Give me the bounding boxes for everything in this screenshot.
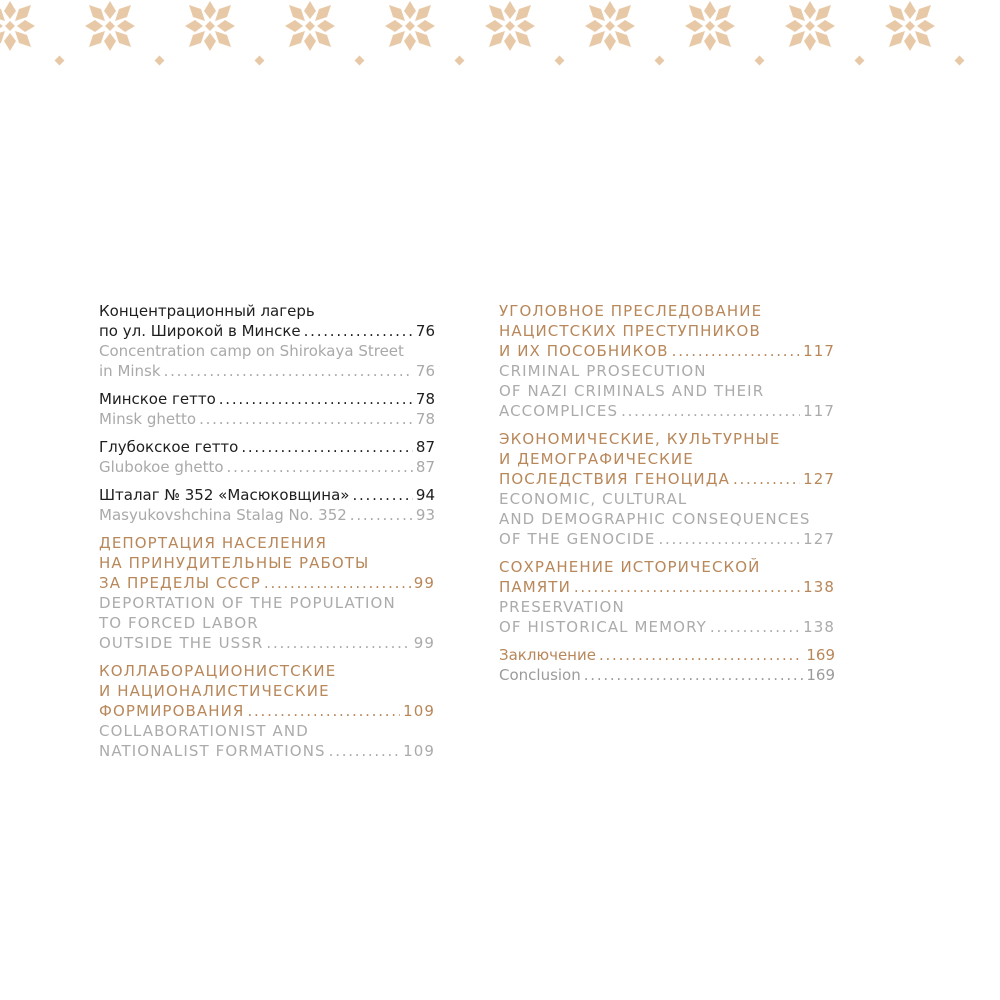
leader-dots xyxy=(329,741,400,761)
leader-dots xyxy=(241,437,413,457)
toc-title-en: in Minsk xyxy=(99,362,161,380)
toc-title-en: Conclusion xyxy=(499,666,581,684)
toc-column-left xyxy=(99,301,435,761)
toc-page-number: 76 xyxy=(415,362,435,380)
leader-dots xyxy=(264,573,411,593)
toc-page-number: 109 xyxy=(403,742,435,760)
section-title-ru: НАЦИСТСКИХ ПРЕСТУПНИКОВ xyxy=(499,322,761,340)
section-title-ru: СОХРАНЕНИЕ ИСТОРИЧЕСКОЙ xyxy=(499,558,761,576)
toc-page-number: 94 xyxy=(415,486,435,504)
toc-page-number: 87 xyxy=(415,458,435,476)
leader-dots xyxy=(227,457,413,477)
section-title-ru: ЗА ПРЕДЕЛЫ СССР xyxy=(99,574,261,592)
toc-page-number: 78 xyxy=(415,410,435,428)
toc-page-number: 78 xyxy=(415,390,435,408)
toc-title-en: Concentration camp on Shirokaya Street xyxy=(99,342,404,360)
toc-page-number: 127 xyxy=(803,530,835,548)
leader-dots xyxy=(247,701,400,721)
section-title-en: OF HISTORICAL MEMORY xyxy=(499,618,707,636)
toc-column-right xyxy=(499,301,835,685)
toc-page-number: 138 xyxy=(803,578,835,596)
toc-page-number: 76 xyxy=(415,322,435,340)
leader-dots xyxy=(352,485,412,505)
leader-dots xyxy=(658,529,800,549)
toc-title-ru: Концентрационный лагерь xyxy=(99,302,315,320)
section-title-en: ACCOMPLICES xyxy=(499,402,619,420)
section-title-en: COLLABORATIONIST AND xyxy=(99,722,309,740)
leader-dots xyxy=(672,341,800,361)
section-title-ru: И ДЕМОГРАФИЧЕСКИЕ xyxy=(499,450,694,468)
toc-section[interactable] xyxy=(99,533,435,653)
toc-entry[interactable] xyxy=(99,485,435,525)
section-title-ru: НА ПРИНУДИТЕЛЬНЫЕ РАБОТЫ xyxy=(99,554,370,572)
section-title-ru: ЭКОНОМИЧЕСКИЕ, КУЛЬТУРНЫЕ xyxy=(499,430,781,448)
leader-dots xyxy=(710,617,800,637)
leader-dots xyxy=(266,633,410,653)
section-title-en: PRESERVATION xyxy=(499,598,625,616)
toc-page-number: 99 xyxy=(413,634,435,652)
toc-entry[interactable] xyxy=(99,437,435,477)
section-title-ru: КОЛЛАБОРАЦИОНИСТСКИЕ xyxy=(99,662,337,680)
leader-dots xyxy=(621,401,800,421)
section-title-en: CRIMINAL PROSECUTION xyxy=(499,362,707,380)
leader-dots xyxy=(574,577,800,597)
leader-dots xyxy=(304,321,413,341)
section-title-en: OF NAZI CRIMINALS AND THEIR xyxy=(499,382,765,400)
leader-dots xyxy=(219,389,413,409)
section-title-en: DEPORTATION OF THE POPULATION xyxy=(99,594,396,612)
leader-dots xyxy=(733,469,800,489)
toc-title-en: Masyukovshchina Stalag No. 352 xyxy=(99,506,347,524)
toc-section[interactable] xyxy=(99,661,435,761)
toc-page-number: 109 xyxy=(403,702,435,720)
toc-title-ru: по ул. Широкой в Минске xyxy=(99,322,301,340)
leader-dots xyxy=(584,665,804,685)
section-title-en: OF THE GENOCIDE xyxy=(499,530,656,548)
section-title-ru: И НАЦИОНАЛИСТИЧЕСКИЕ xyxy=(99,682,330,700)
section-title-ru: ПАМЯТИ xyxy=(499,578,571,596)
toc-entry[interactable] xyxy=(99,389,435,429)
section-title-en: ECONOMIC, CULTURAL xyxy=(499,490,688,508)
toc-page-number: 169 xyxy=(806,666,835,684)
toc-page-number: 99 xyxy=(413,574,435,592)
section-title-ru: ДЕПОРТАЦИЯ НАСЕЛЕНИЯ xyxy=(99,534,327,552)
section-title-ru: ПОСЛЕДСТВИЯ ГЕНОЦИДА xyxy=(499,470,730,488)
toc-page-number: 169 xyxy=(806,646,835,664)
toc-title-en: Glubokoe ghetto xyxy=(99,458,224,476)
toc-section[interactable] xyxy=(499,557,835,637)
toc-page-number: 117 xyxy=(803,402,835,420)
section-title-ru: ФОРМИРОВАНИЯ xyxy=(99,702,245,720)
section-title-en: AND DEMOGRAPHIC CONSEQUENCES xyxy=(499,510,811,528)
toc-page-number: 87 xyxy=(415,438,435,456)
section-title-ru: УГОЛОВНОЕ ПРЕСЛЕДОВАНИЕ xyxy=(499,302,763,320)
toc-section[interactable] xyxy=(499,301,835,421)
folk-ornament-border xyxy=(0,0,1000,80)
toc-title-ru: Заключение xyxy=(499,646,596,664)
toc-page-number: 93 xyxy=(415,506,435,524)
toc-entry[interactable] xyxy=(499,645,835,685)
section-title-en: TO FORCED LABOR xyxy=(99,614,259,632)
section-title-ru: И ИХ ПОСОБНИКОВ xyxy=(499,342,669,360)
toc-title-ru: Минское гетто xyxy=(99,390,216,408)
leader-dots xyxy=(199,409,413,429)
leader-dots xyxy=(350,505,413,525)
toc-page-number: 127 xyxy=(803,470,835,488)
section-title-en: OUTSIDE THE USSR xyxy=(99,634,264,652)
toc-page-number: 117 xyxy=(803,342,835,360)
section-title-en: NATIONALIST FORMATIONS xyxy=(99,742,326,760)
leader-dots xyxy=(599,645,803,665)
toc-section[interactable] xyxy=(499,429,835,549)
toc-page-number: 138 xyxy=(803,618,835,636)
toc-title-ru: Шталаг № 352 «Масюковщина» xyxy=(99,486,350,504)
toc-title-en: Minsk ghetto xyxy=(99,410,197,428)
toc-title-ru: Глубокское гетто xyxy=(99,438,239,456)
toc-entry[interactable] xyxy=(99,301,435,381)
leader-dots xyxy=(164,361,413,381)
